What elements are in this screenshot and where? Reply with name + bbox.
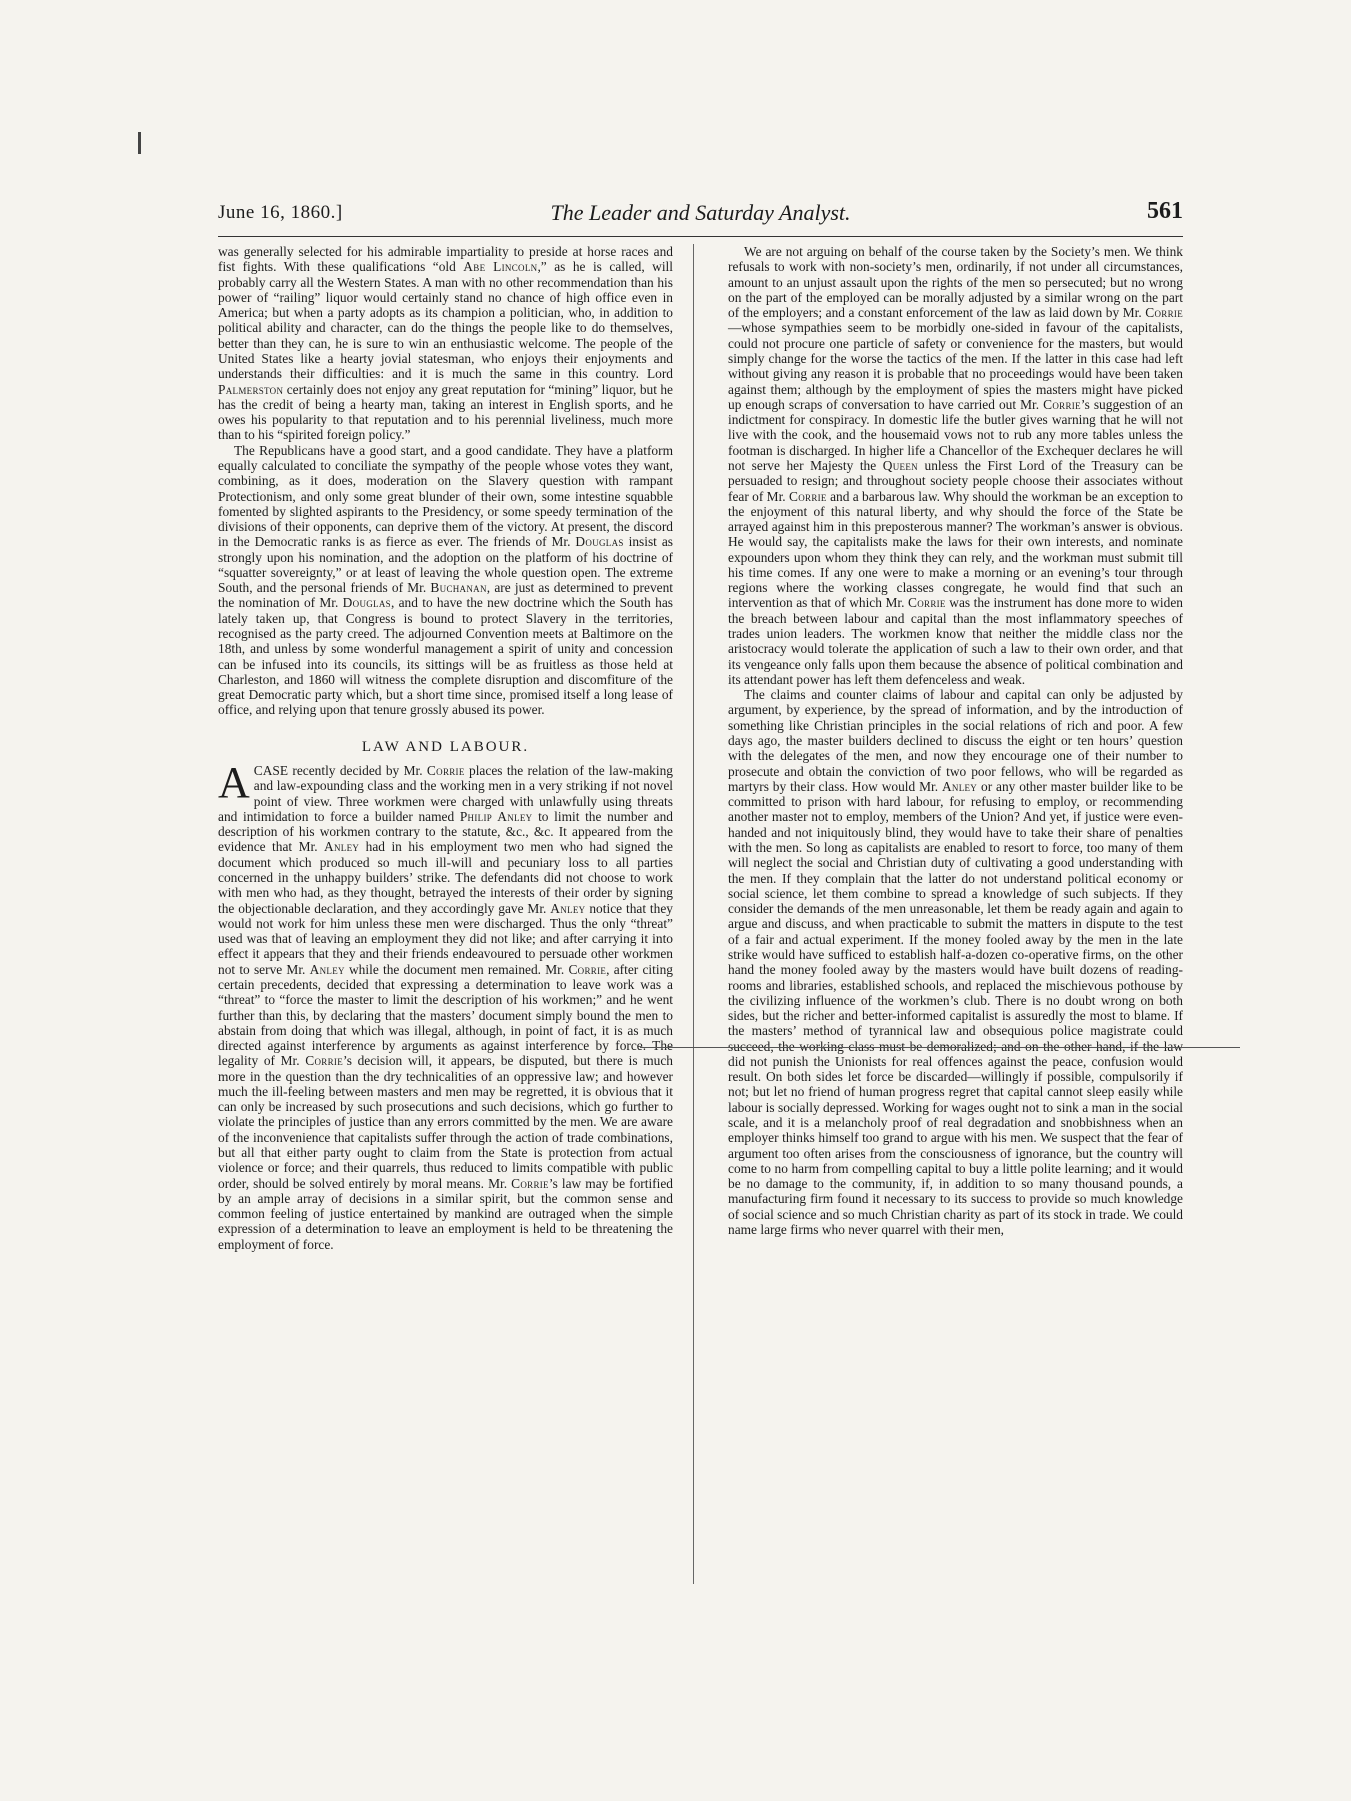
column-divider — [693, 244, 694, 1584]
article-paragraph: We are not arguing on behalf of the course taken by the Society’s men. We think refusals to work with non-society’s men, ordinarily, if not under all circumstances, amount to an unjust assault upon the rights of the men so persecuted; but no wrong on the part of the employed can be morally adjusted by a similar wrong on the part of the employers; and a constant enforcement of the law as laid down by Mr. Corrie—whose sympathies seem to be morbidly one-sided in favour of the capitalists, could not procure one particle of safety or convenience for the masters, but would simply change for the worse the tactics of the men. If the latter in this case had left without giving any reason it is probable that no proceedings would have been taken against them; although by the employment of spies the masters might have picked up enough scraps of conversation to have carried out Mr. Corrie’s suggestion of an indictment for conspiracy. In domestic life the butler gives warning that he will not live with the cook, and the housemaid vows not to rub any more tables unless the footman is discharged. In higher life a Chancellor of the Exchequer declares he will not serve her Majesty the Queen unless the First Lord of the Treasury can be persuaded to resign; and throughout society people choose their associates without fear of Mr. Corrie and a barbarous law. Why should the workman be an exception to the enjoyment of this natural liberty, and why should the force of the State be arrayed against him in this preposterous manner? The workman’s answer is obvious. He would say, the capitalists make the laws for their own interests, and nominate expounders upon whom they think they can rely, and the workman must submit till his time comes. If any one were to make a morning or an evening’s tour through regions where the working classes congregate, he would find that such an intervention as that of which Mr. Corrie was the instrument has done more to widen the breach between labour and capital than the most inflammatory speeches of trades union leaders. The workmen know that neither the middle class nor the aristocracy would tolerate the application of such a law to their own order, and that its vengeance only falls upon them because the absence of political combination and its attendant power has left them defenceless and weak. — [728, 244, 1183, 687]
page-header — [218, 198, 1183, 230]
header-date: June 16, 1860.] — [218, 202, 343, 223]
page-number: 561 — [1147, 198, 1183, 224]
section-title: LAW AND LABOUR. — [361, 738, 530, 755]
binding-mark — [138, 132, 141, 154]
right-column — [728, 244, 1183, 1237]
article-paragraph: was generally selected for his admirable impartiality to preside at horse races and fist fights. With these qualifications “old Abe Lincoln,” as he is called, will probably carry all the Western States. A man with no other recommendation than his power of “railing” liquor would certainly stand no chance of high office even in America; but when a party adopts as its champion a politician, who, in addition to political ability and character, can do the things the people like to do themselves, better than they can, he is sure to win an enthusiastic welcome. The people of the United States like a hearty jovial statesman, who enjoys their enjoyments and understands their difficulties: and it is much the same in this country. Lord Palmerston certainly does not enjoy any great reputation for “mining” liquor, but he has the credit of being a hearty man, taking an interest in English sports, and he owes his popularity to that reputation and to his perennial liveliness, much more than to his “spirited foreign policy.” — [218, 244, 674, 443]
header-title: The Leader and Saturday Analyst. — [550, 200, 851, 225]
article-paragraph: The claims and counter claims of labour and capital can only be adjusted by argument, by experience, by the spread of information, and by the introduction of something like Christian principles in the social relations of rich and poor. A few days ago, the master builders declined to discuss the eight or ten hours’ question with the delegates of the men, and now they encourage one of their number to prosecute and obtain the conviction of two poor fellows, who will be regarded as martyrs by their class. How would Mr. Anley or any other master builder like to be committed to prison with hard labour, for refusing to employ, or recommending another master not to employ, members of the Union? And yet, if justice were even-handed and not iniquitously blind, they would have to take their share of penalties with the men. So long as capitalists are enabled to resort to force, too many of them will neglect the social and Christian duty of cultivating a good understanding with the men. If they complain that the latter do not understand political economy or social science, let them combine to spread a knowledge of such subjects. If they consider the demands of the men unreasonable, let them be ready again and again to argue and discuss, and when practicable to submit the matters in dispute to the test of a fair and actual experiment. If the money fooled away by the men in the late strike would have sufficed to establish half-a-dozen co-operative firms, on the other hand the money fooled away by the masters would have built dozens of reading-rooms and libraries, established schools, and replaced the mischievous pothouse by the civilizing influence of the workmen’s club. There is no doubt wrong on both sides, but the richer and better-informed capitalist is assuredly the most to blame. If the masters’ method of tyrannical law and obsequious police magistrate could succeed, the working class must be demoralized; and on the other hand, if the law did not punish the Unionists for real offences against the peace, confusion would result. On both sides let force be discarded—willingly if possible, compulsorily if not; but let no friend of human progress regret that capital cannot sleep easily while labour is socially depressed. Working for wages ought not to sink a man in the social scale, and it is a melancholy proof of real degradation and snobbishness when an employer thinks himself too grand to argue with his men. We suspect that the fear of argument too often arises from the consciousness of ignorance, but the country will come to no harm from compelling capital to buy a little polite learning; and it would be no damage to the community, if, in addition to so many thousand pounds, a manufacturing firm found it necessary to its success to provide so much knowledge of social science and so much Christian charity as part of its stock in trade. We could name large firms who never quarrel with their men, — [728, 687, 1183, 1237]
cross-rule — [640, 1047, 1240, 1048]
drop-cap: A — [218, 758, 250, 807]
article-paragraph: The Republicans have a good start, and a good candidate. They have a platform equally calculated to conciliate the sympathy of the people whose votes they want, combining, as it does, moderation on the Slavery question with rampant Protectionism, and only some great blunder of their own, some intestine squabble fomented by slighted aspirants to the Presidency, or some speedy termination of the divisions of their opponents, can deprive them of the victory. At present, the discord in the Democratic ranks is as fierce as ever. The friends of Mr. Douglas insist as strongly upon his nomination, and the adoption on the platform of his doctrine of “squatter sovereignty,” or at least of leaving the whole question open. The extreme South, and the personal friends of Mr. Buchanan, are just as determined to prevent the nomination of Mr. Douglas, and to have the new doctrine which the South has lately taken up, that Congress is bound to protect Slavery in the territories, recognised as the party creed. The adjourned Convention meets at Baltimore on the 18th, and unless by some wonderful management a spirit of unity and concession can be infused into its councils, its sittings will be as fruitless as those held at Charleston, and 1860 will witness the complete disruption and discomfiture of the great Democratic party which, but a short time since, promised itself a long lease of office, and relying upon that tenure grossly abused its power. — [218, 442, 673, 718]
left-column — [218, 244, 673, 1252]
article-paragraph: A CASE recently decided by Mr. Corrie places the relation of the law-making and law-expounding class and the working men in a very striking if not novel point of view. Three workmen were charged with unlawfully using threats and intimidation to force a builder named Philip Anley to limit the number and description of his workmen contrary to the statute, &c., &c. It appeared from the evidence that Mr. Anley had in his employment two men who had signed the document which produced so much ill-will and pecuniary loss to all parties concerned in the unhappy builders’ strike. The defendants did not choose to work with men who had, as they thought, betrayed the interests of their order by signing the objectionable declaration, and they accordingly gave Mr. Anley notice that they would not work for him unless these men were discharged. Thus the only “threat” used was that of leaving an employment they did not like; and after carrying it into effect it appears that they and their friends endeavoured to persuade other workmen not to serve Mr. Anley while the document men remained. Mr. Corrie, after citing certain precedents, decided that expressing a determination to leave work was a “threat” to “force the master to limit the description of his workmen;” and he went further than this, by declaring that the masters’ document simply bound the men to abstain from doing that which was illegal, although, in point of fact, it is as much directed against interference by arguments as against interference by force. The legality of Mr. Corrie’s decision will, it appears, be disputed, but there is much more in the question than the dry technicalities of an oppressive law; and however much the ill-feeling between masters and men may be regretted, it is obvious that it can only be increased by such prosecutions and such decisions, which go further to violate the principles of justice than any errors committed by the men. We are aware of the inconvenience that capitalists suffer through the action of trade combinations, but all that either party ought to claim from the State is protection from actual violence or force; and their quarrels, thus reduced to limits compatible with public order, should be solved entirely by moral means. Mr. Corrie’s law may be fortified by an ample array of decisions in a similar spirit, but the common sense and common feeling of justice entertained by mankind are outraged when the simple expression of a determination to leave an employment is held to be threatening the employment of force. — [218, 758, 673, 1252]
header-rule — [218, 236, 1183, 237]
